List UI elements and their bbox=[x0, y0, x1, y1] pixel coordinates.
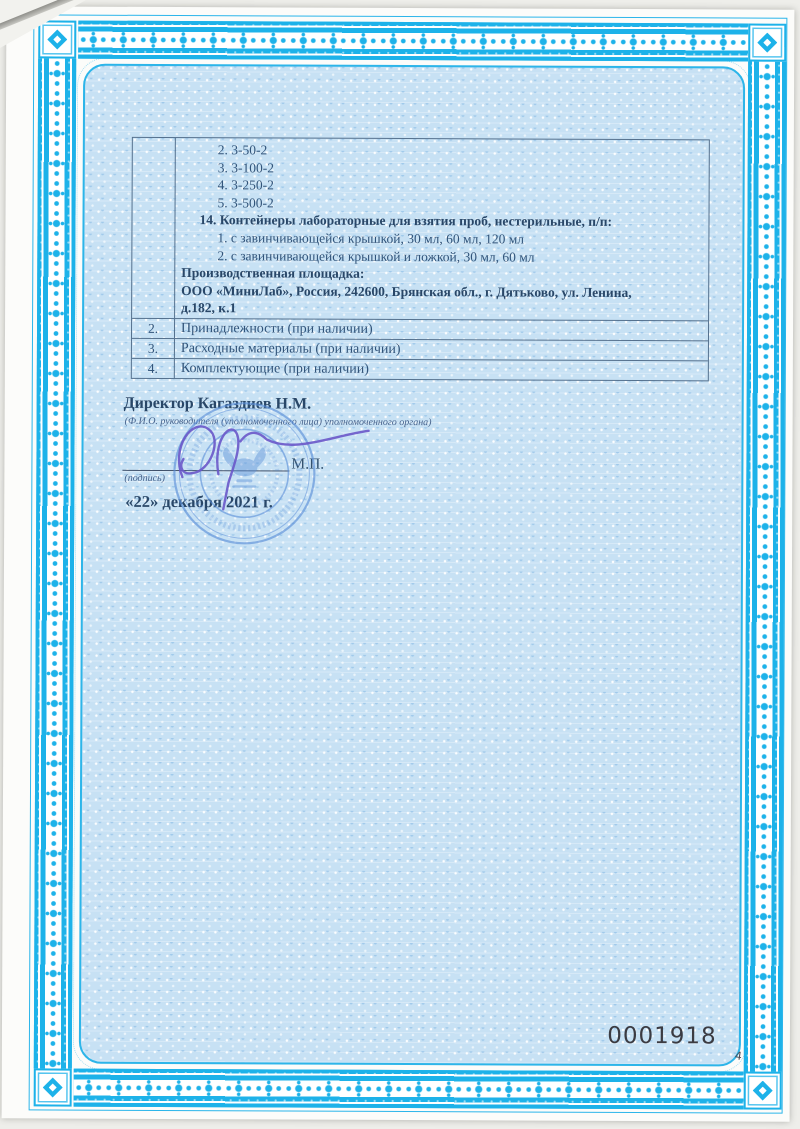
border-band-bottom bbox=[74, 1069, 744, 1110]
model-line: 3. 3-100-2 bbox=[217, 159, 275, 176]
table-cell-products bbox=[175, 138, 709, 320]
table-cell-number: 3. bbox=[132, 339, 175, 358]
model-line: 5. 3-500-2 bbox=[217, 194, 274, 211]
border-corner-ornament bbox=[748, 24, 786, 62]
table-row-accessories bbox=[132, 318, 708, 341]
director-name-line: Директор Кагаздиев Н.М. bbox=[123, 394, 312, 413]
table-cell-number: 2. bbox=[132, 319, 175, 338]
document-sheet bbox=[2, 6, 795, 1121]
border-corner-ornament bbox=[38, 20, 76, 58]
pen-mark: 4 bbox=[733, 1049, 743, 1063]
item-14-title: 14. Контейнеры лабораторные для взятия проб, нестерильные, п/п: bbox=[199, 212, 613, 230]
item-14-subitem: 1. с завинчивающейся крышкой, 30 мл, 60 мл, 120 мл bbox=[217, 230, 525, 247]
table-row-products bbox=[132, 138, 709, 321]
item-14-subitem: 2. с завинчивающейся крышкой и ложкой, 30 мл, 60 мл bbox=[217, 247, 535, 265]
border-band-left bbox=[34, 58, 76, 1068]
table-row-components bbox=[132, 358, 708, 381]
director-caption: (Ф.И.О. руководителя (уполномоченного лица) уполномоченного органа) bbox=[124, 415, 432, 429]
table-cell-label: Расходные материалы (при наличии) bbox=[180, 340, 401, 357]
table-cell-label: Комплектующие (при наличии) bbox=[180, 360, 369, 377]
date-line: «22» декабря 2021 г. bbox=[125, 491, 273, 512]
serial-number: 0001918 bbox=[607, 1022, 717, 1050]
border-band-top bbox=[78, 21, 748, 62]
signature-ink bbox=[152, 399, 383, 520]
table-row-consumables bbox=[132, 338, 708, 361]
table-cell-label: Принадлежности (при наличии) bbox=[180, 320, 373, 337]
production-site-label: Производственная площадка: bbox=[181, 265, 365, 282]
table-cell-number bbox=[132, 138, 176, 318]
registry-table bbox=[131, 137, 710, 382]
model-line: 4. 3-250-2 bbox=[217, 177, 274, 193]
seal-place-mark: М.П. bbox=[291, 455, 325, 473]
production-address-line: д.182, к.1 bbox=[181, 300, 237, 316]
border-corner-ornament bbox=[34, 1068, 72, 1106]
border-band-right bbox=[744, 62, 786, 1072]
signature-caption: (подпись) bbox=[124, 472, 165, 484]
border-corner-ornament bbox=[744, 1072, 782, 1110]
table-cell-number: 4. bbox=[132, 359, 175, 378]
production-address-line: ООО «МиниЛаб», Россия, 242600, Брянская обл., г. Дятьково, ул. Ленина, bbox=[181, 282, 632, 300]
model-line: 2. 3-50-2 bbox=[217, 142, 268, 158]
